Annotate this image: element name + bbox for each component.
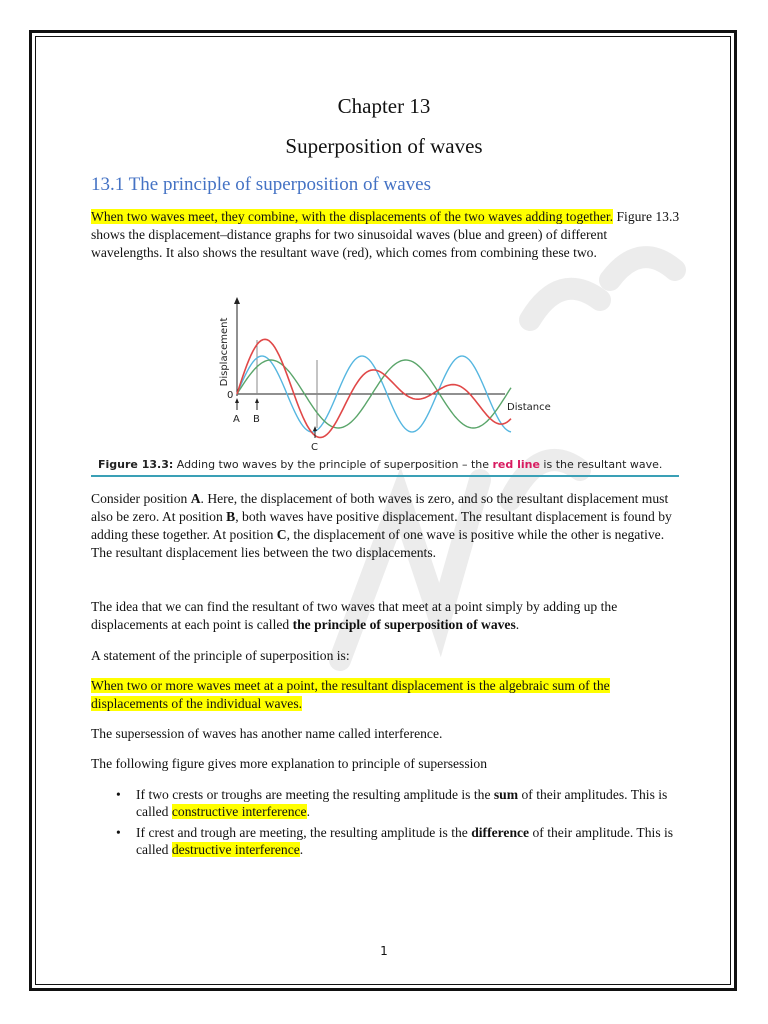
arrow-a-head bbox=[235, 398, 239, 403]
bullet-bold: sum bbox=[493, 787, 519, 802]
section-heading: 13.1 The principle of superposition of waves bbox=[91, 174, 431, 195]
bullet-text: of their amplitude. This is called bbox=[136, 825, 674, 857]
resultant-wave bbox=[237, 339, 511, 437]
bullet-text: . bbox=[299, 842, 304, 857]
bullet-text: If crest and trough are meeting, the resulting amplitude is the bbox=[136, 825, 472, 840]
bullet-text: If two crests or troughs are meeting the resulting amplitude is the bbox=[136, 787, 494, 802]
chapter-label: Chapter 13 bbox=[337, 94, 431, 118]
bullet-dot: • bbox=[116, 787, 121, 802]
consider-text-4: , the displacement of one wave is positive while the other is negative. The resultant displacement lies between the two displacements. bbox=[91, 527, 665, 560]
bullet-text: of their amplitudes. This is called bbox=[136, 787, 668, 819]
intro-text: Figure 13.3 shows the displacement–distance graphs for two sinusoidal waves (blue and green) of different wavelengths. It also shows the resultant wave (red), which comes from combining these two. bbox=[91, 209, 680, 260]
bullet-highlight: destructive interference bbox=[171, 842, 300, 857]
point-a-label: A bbox=[233, 414, 240, 425]
caption-text: Adding two waves by the principle of superposition – the bbox=[173, 458, 493, 471]
bullet-text: . bbox=[306, 804, 310, 819]
zero-label: 0 bbox=[227, 390, 234, 401]
idea-paragraph bbox=[91, 598, 681, 634]
consider-text-1: Consider position bbox=[91, 491, 191, 506]
consider-bold-c: C bbox=[276, 527, 287, 542]
intro-highlight: When two waves meet, they combine, with the displacements of the two waves adding together. bbox=[91, 209, 614, 224]
idea-text-2: . bbox=[515, 617, 520, 632]
consider-bold-a: A bbox=[190, 491, 201, 506]
consider-text-2: . Here, the displacement of both waves is zero, and so the resultant displacement must also be zero. At position bbox=[91, 491, 669, 524]
interference-line: The supersession of waves has another name called interference. bbox=[91, 726, 443, 741]
bullet-dot: • bbox=[116, 825, 121, 840]
caption-end: is the resultant wave. bbox=[539, 458, 663, 471]
arrow-c-head bbox=[313, 426, 317, 431]
page-title: Superposition of waves bbox=[285, 134, 483, 158]
caption-red-text: red line bbox=[492, 458, 540, 471]
bullet-list bbox=[91, 786, 681, 862]
intro-paragraph bbox=[91, 208, 681, 262]
superposition-figure bbox=[205, 296, 565, 456]
statement-highlight: When two or more waves meet at a point, the resultant displacement is the algebraic sum of the displacements of the individual waves. bbox=[91, 678, 610, 711]
list-item bbox=[91, 786, 681, 820]
bullet-highlight: constructive interference bbox=[171, 804, 307, 819]
figure-caption bbox=[98, 458, 662, 471]
point-b-label: B bbox=[253, 414, 260, 425]
idea-text-1: The idea that we can find the resultant of two waves that meet at a point simply by adding up the displacements at each point is called bbox=[91, 599, 618, 632]
consider-paragraph bbox=[91, 490, 681, 562]
consider-text-3: , both waves have positive displacement. The resultant displacement is found by adding these together. At position bbox=[91, 509, 672, 542]
x-axis-label: Distance bbox=[507, 402, 551, 413]
consider-bold-b: B bbox=[226, 509, 236, 524]
point-c-label: C bbox=[311, 442, 318, 453]
figure-explanation-line: The following figure gives more explanation to principle of supersession bbox=[91, 756, 488, 771]
arrow-b-head bbox=[255, 398, 259, 403]
page-number: 1 bbox=[380, 944, 388, 958]
statement-paragraph bbox=[91, 677, 681, 713]
list-item bbox=[91, 824, 681, 858]
caption-rule bbox=[91, 475, 679, 477]
caption-label: Figure 13.3: bbox=[98, 458, 174, 471]
idea-bold: the principle of superposition of waves bbox=[292, 617, 516, 632]
statement-intro: A statement of the principle of superposition is: bbox=[91, 648, 350, 663]
y-axis-label: Displacement bbox=[219, 317, 230, 387]
y-axis-arrow bbox=[234, 297, 240, 304]
bullet-bold: difference bbox=[471, 825, 530, 840]
